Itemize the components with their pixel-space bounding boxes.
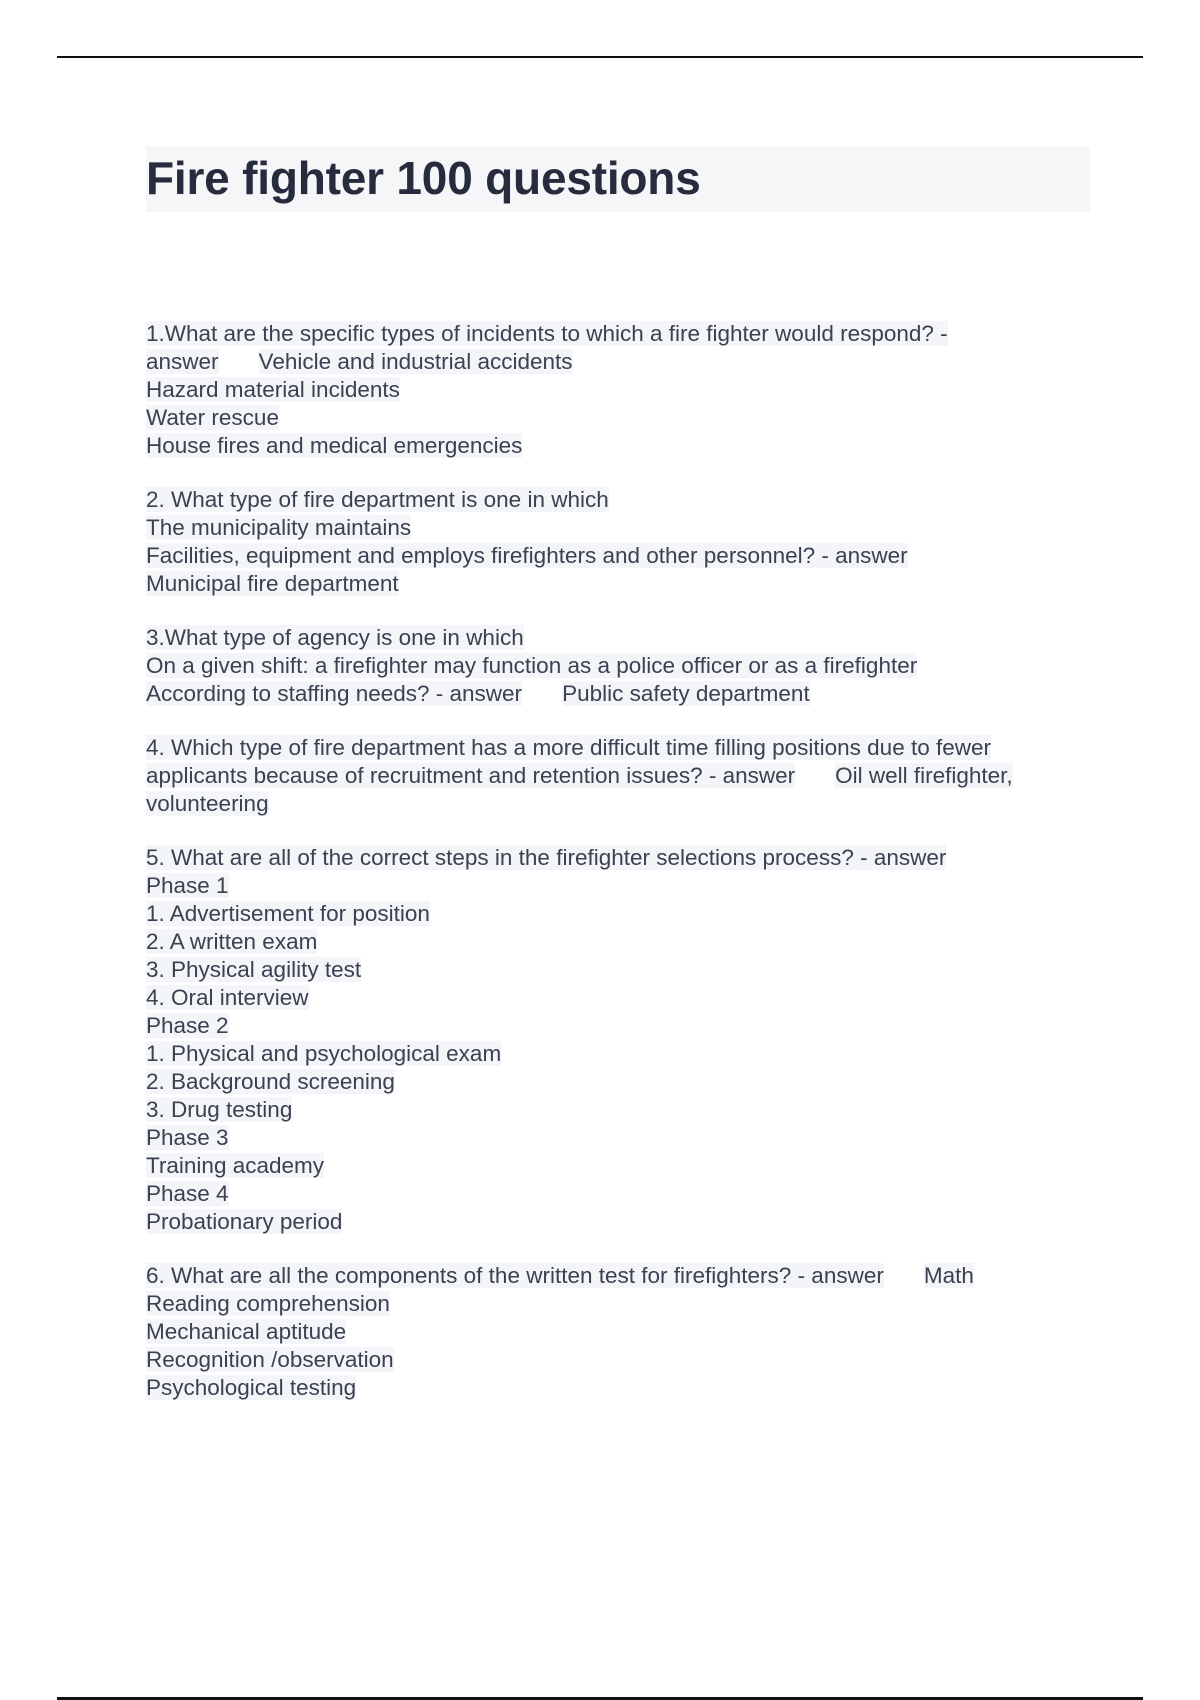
answer-line: Phase 2: [146, 1013, 229, 1038]
answer-line: 2. A written exam: [146, 929, 318, 954]
question-block-4: [146, 734, 1090, 818]
question-list: [146, 320, 1090, 1402]
question-line: 5. What are all of the correct steps in the firefighter selections process? - answer: [146, 845, 947, 870]
answer-line: Municipal fire department: [146, 571, 399, 596]
answer-line: Phase 1: [146, 873, 229, 898]
answer-line: Phase 3: [146, 1125, 229, 1150]
answer-line: Recognition /observation: [146, 1347, 394, 1372]
question-line: 2. What type of fire department is one in which: [146, 487, 609, 512]
question-line: 1.What are the specific types of incidents to which a fire fighter would respond? -: [146, 321, 948, 346]
question-line: 3.What type of agency is one in which: [146, 625, 524, 650]
question-line: answer Vehicle and industrial accidents: [146, 349, 573, 374]
answer-inline: Vehicle and industrial accidents: [258, 349, 573, 374]
answer-line: 1. Advertisement for position: [146, 901, 430, 926]
answer-line: Mechanical aptitude: [146, 1319, 347, 1344]
question-block-2: [146, 486, 1090, 598]
answer-line: 2. Background screening: [146, 1069, 395, 1094]
answer-line: Hazard material incidents: [146, 377, 400, 402]
answer-line: House fires and medical emergencies: [146, 433, 523, 458]
question-block-6: [146, 1262, 1090, 1402]
answer-line: Water rescue: [146, 405, 279, 430]
question-block-3: [146, 624, 1090, 708]
header-rule: [57, 56, 1143, 58]
question-block-5: [146, 844, 1090, 1236]
answer-line: Reading comprehension: [146, 1291, 390, 1316]
answer-line: Probationary period: [146, 1209, 343, 1234]
answer-line: Phase 4: [146, 1181, 229, 1206]
document-page: [146, 146, 1090, 1428]
question-line: 6. What are all the components of the written test for firefighters? - answer Math: [146, 1263, 974, 1288]
answer-line: volunteering: [146, 791, 269, 816]
document-title: Fire fighter 100 questions: [146, 146, 1090, 212]
answer-inline: Oil well firefighter,: [835, 763, 1013, 788]
question-line: applicants because of recruitment and retention issues? - answer Oil well firefighter,: [146, 763, 1013, 788]
question-line: The municipality maintains: [146, 515, 412, 540]
answer-inline: Public safety department: [562, 681, 810, 706]
question-line: According to staffing needs? - answer Public safety department: [146, 681, 810, 706]
answer-inline: Math: [923, 1263, 974, 1288]
answer-line: 4. Oral interview: [146, 985, 309, 1010]
answer-line: 3. Physical agility test: [146, 957, 362, 982]
question-line: On a given shift: a firefighter may function as a police officer or as a firefighter: [146, 653, 918, 678]
question-line: 4. Which type of fire department has a more difficult time filling positions due to fewer: [146, 735, 991, 760]
question-line: Facilities, equipment and employs firefighters and other personnel? - answer: [146, 543, 908, 568]
answer-line: 1. Physical and psychological exam: [146, 1041, 502, 1066]
answer-line: 3. Drug testing: [146, 1097, 293, 1122]
question-block-1: [146, 320, 1090, 460]
answer-line: Psychological testing: [146, 1375, 357, 1400]
answer-line: Training academy: [146, 1153, 325, 1178]
